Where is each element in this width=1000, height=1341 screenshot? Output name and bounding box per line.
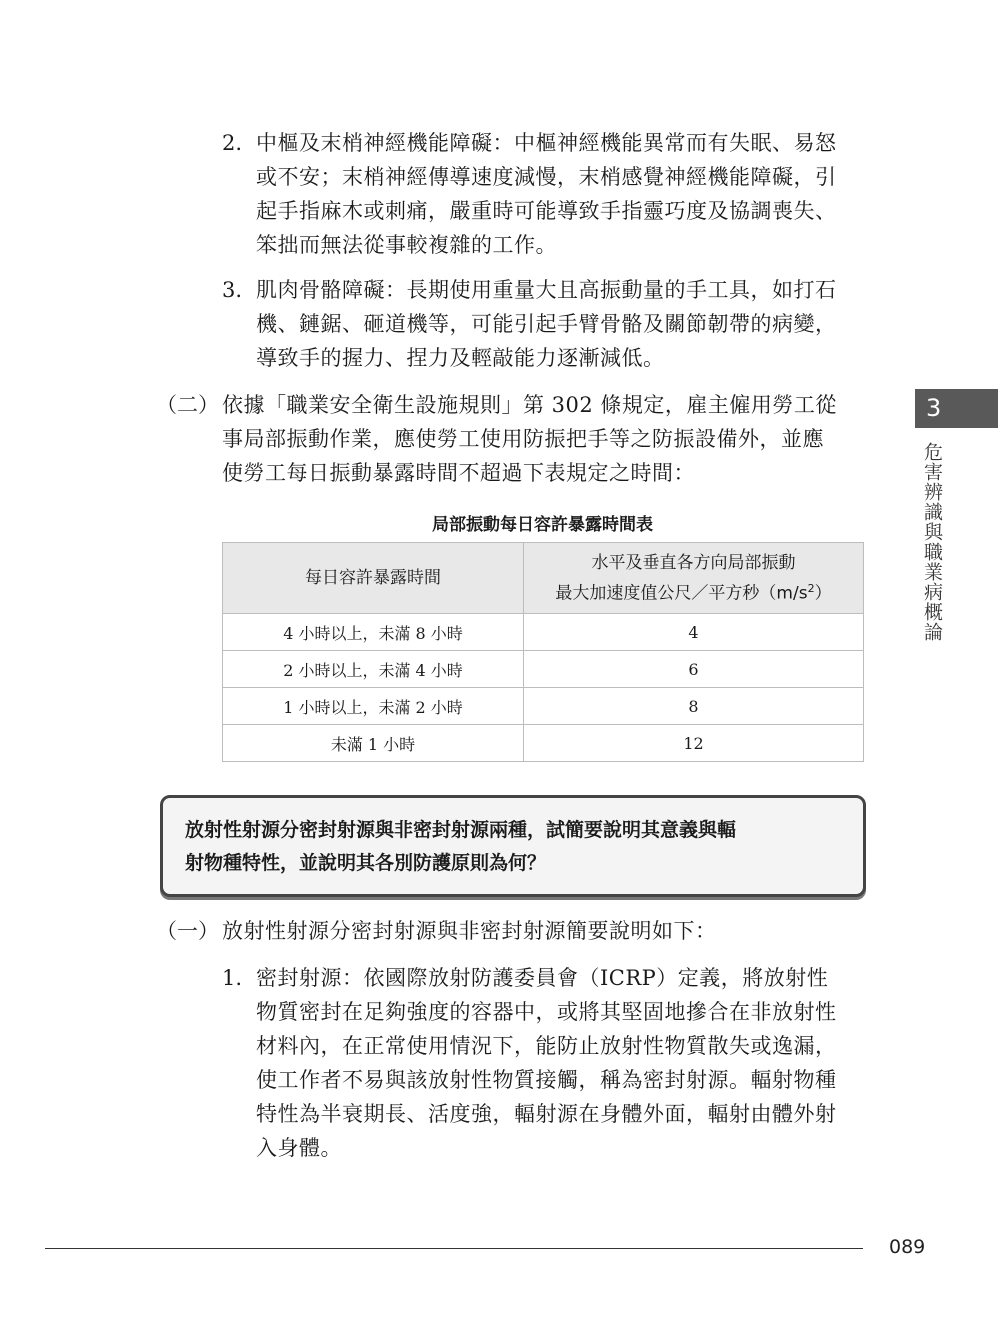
table-title: 局部振動每日容許暴露時間表 [432, 515, 653, 535]
cell-value: 4 [524, 614, 864, 651]
section-2-text [222, 388, 866, 490]
table-row [223, 725, 864, 762]
item-1-number: 1. [222, 966, 243, 990]
question-line: 射物種特性，並說明其各別防護原則為何？ [185, 852, 547, 874]
text-line: 肌肉骨骼障礙：長期使用重量大且高振動量的手工具，如打石 [256, 278, 837, 302]
question-box [160, 795, 866, 897]
item-3-number: 3. [222, 278, 243, 302]
cell-value: 8 [524, 688, 864, 725]
item-3-text [256, 273, 866, 375]
table-row [223, 688, 864, 725]
text-line: 特性為半衰期長、活度強，輻射源在身體外面，輻射由體外射 [256, 1102, 837, 1126]
question-text [185, 814, 855, 880]
text-line: 材料內，在正常使用情況下，能防止放射性物質散失或逸漏， [256, 1034, 837, 1058]
text-line: 依據「職業安全衛生設施規則」第 302 條規定，雇主僱用勞工從 [222, 393, 837, 417]
item-1-text [256, 961, 866, 1165]
header-acceleration [524, 543, 864, 614]
text-line: 使勞工每日振動暴露時間不超過下表規定之時間： [222, 461, 695, 485]
cell-time: 未滿 1 小時 [223, 725, 524, 762]
section-1-text [222, 914, 866, 948]
footer-divider [45, 1248, 863, 1249]
header-acceleration-unit: 最大加速度值公尺／平方秒（m/s [555, 583, 808, 604]
section-1-marker: （一） [156, 919, 219, 943]
question-line: 放射性射源分密封射源與非密封射源兩種，試簡要說明其意義與輻 [185, 819, 737, 841]
cell-time: 2 小時以上，未滿 4 小時 [223, 651, 524, 688]
table-row [223, 651, 864, 688]
header-acceleration-line2 [525, 576, 862, 607]
chapter-number-tab: 3 [915, 389, 998, 428]
table-header-row [223, 543, 864, 614]
text-line: 使工作者不易與該放射性物質接觸，稱為密封射源。輻射物種 [256, 1068, 837, 1092]
exposure-limit-table [222, 542, 864, 762]
text-line: 放射性射源分密封射源與非密封射源簡要說明如下： [222, 919, 717, 943]
page-number: 089 [889, 1236, 926, 1258]
chapter-title-vertical: 危害辨識與職業病概論 [921, 442, 943, 642]
section-2-marker: （二） [156, 393, 219, 417]
text-line: 起手指麻木或刺痛，嚴重時可能導致手指靈巧度及協調喪失、 [256, 199, 837, 223]
header-acceleration-line1: 水平及垂直各方向局部振動 [591, 552, 796, 573]
text-line: 中樞及末梢神經機能障礙：中樞神經機能異常而有失眠、易怒 [256, 131, 837, 155]
text-line: 事局部振動作業，應使勞工使用防振把手等之防振設備外，並應 [222, 427, 824, 451]
text-line: 機、鏈鋸、砸道機等，可能引起手臂骨骼及關節韌帶的病變， [256, 312, 837, 336]
text-line: 物質密封在足夠強度的容器中，或將其堅固地摻合在非放射性 [256, 1000, 837, 1024]
header-acceleration-sup: 2 [807, 581, 815, 595]
text-line: 密封射源：依國際放射防護委員會（ICRP）定義，將放射性 [256, 966, 829, 990]
table-row [223, 614, 864, 651]
item-2-number: 2. [222, 131, 243, 155]
cell-time: 1 小時以上，未滿 2 小時 [223, 688, 524, 725]
text-line: 或不安；末梢神經傳導速度減慢，末梢感覺神經機能障礙，引 [256, 165, 837, 189]
text-line: 入身體。 [256, 1136, 342, 1160]
cell-time: 4 小時以上，未滿 8 小時 [223, 614, 524, 651]
item-2-text [256, 126, 866, 262]
text-line: 笨拙而無法從事較複雜的工作。 [256, 233, 557, 257]
header-exposure-time: 每日容許暴露時間 [223, 543, 524, 614]
text-line: 導致手的握力、捏力及輕敲能力逐漸減低。 [256, 346, 665, 370]
cell-value: 6 [524, 651, 864, 688]
header-acceleration-close: ） [814, 583, 832, 604]
cell-value: 12 [524, 725, 864, 762]
